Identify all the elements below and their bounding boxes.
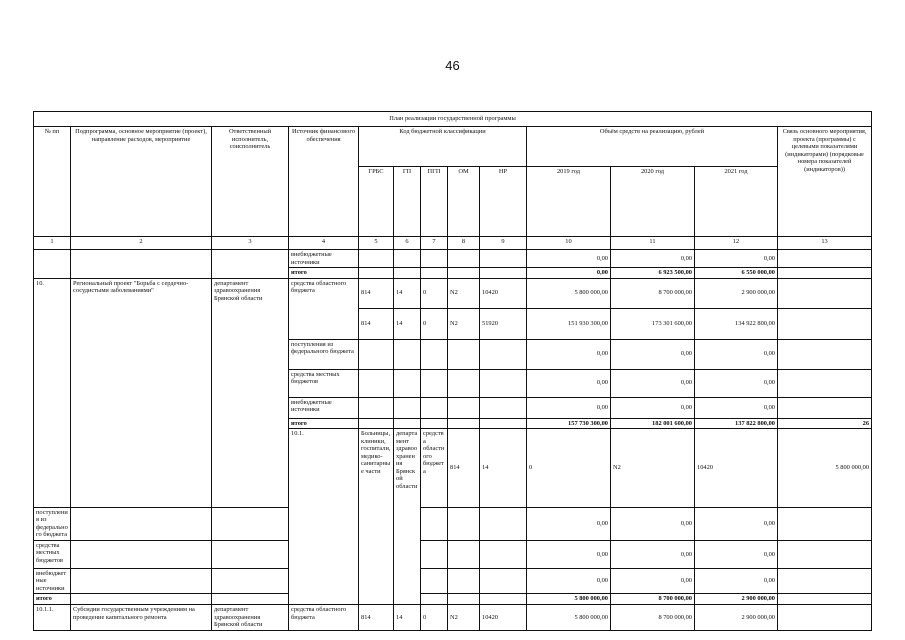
header-executor: Ответственный исполнитель, соисполнитель [212, 127, 289, 237]
value-2021: 2 900 000,00 [695, 278, 778, 308]
col-number: 10 [527, 237, 611, 250]
col-number: 8 [448, 237, 480, 250]
source-cell: средства местных бюджетов [34, 540, 71, 568]
value-2019: 151 930 300,00 [527, 308, 611, 339]
value-2021: 134 922 800,00 [695, 308, 778, 339]
col-number: 11 [611, 237, 695, 250]
program-plan-table [33, 111, 872, 631]
row-executor: департамент здравоохранения Брянской области [212, 278, 289, 507]
value-2020: 0,00 [611, 397, 695, 418]
value-2021: 0,00 [695, 540, 778, 568]
source-cell: поступления из федерального бюджета [34, 507, 71, 540]
page-number: 46 [445, 58, 460, 73]
code-grbs: 814 [448, 429, 480, 507]
source-cell: средства местных бюджетов [289, 369, 359, 397]
header-volume: Объём средств на реализацию, рублей [527, 127, 778, 167]
value-2021: 0,00 [695, 507, 778, 540]
value-2021: 0,00 [695, 369, 778, 397]
source-cell: итого [289, 268, 359, 279]
total-2020: 8 700 000,00 [611, 594, 695, 605]
value-2021: 2 900 000,00 [695, 605, 778, 631]
total-2019: 0,00 [527, 268, 611, 279]
header-link: Связь основного мероприятия, проекта (программы) с целевыми показателями (индикаторами) (порядковые номера показателей (индикаторов)) [778, 127, 872, 237]
indicator-link: 26 [778, 418, 872, 429]
header-om: ОМ [448, 167, 480, 237]
header-program: Подпрограмма, основное мероприятие (проект), направление расходов, мероприятие [71, 127, 212, 237]
code-np: 10420 [480, 605, 527, 631]
col-number: 1 [34, 237, 71, 250]
header-budget-code: Код бюджетной классификации [359, 127, 527, 167]
value-2019: 0,00 [527, 568, 611, 594]
code-np: 51920 [480, 308, 527, 339]
value-2020: 0,00 [611, 568, 695, 594]
code-om: N2 [448, 605, 480, 631]
code-np: 10420 [480, 278, 527, 308]
header-np: НР [480, 167, 527, 237]
code-gp: 14 [394, 308, 421, 339]
code-pgp: 0 [421, 278, 448, 308]
value-2020: 173 301 600,00 [611, 308, 695, 339]
value-2020: 8 700 000,00 [611, 278, 695, 308]
source-cell: внебюджетные источники [34, 568, 71, 594]
value-2019: 0,00 [527, 397, 611, 418]
col-number: 9 [480, 237, 527, 250]
header-num: № пп [34, 127, 71, 237]
value-2019: 0,00 [527, 369, 611, 397]
header-2019: 2019 год [527, 167, 611, 237]
value-2019: 5 800 000,00 [778, 429, 872, 507]
row-name: Больницы, клиники, госпитали, медико-санитарные части [359, 429, 394, 605]
col-number: 6 [394, 237, 421, 250]
col-number: 13 [778, 237, 872, 250]
row-number: 10.1.1. [34, 605, 71, 631]
value-2019: 0,00 [527, 339, 611, 369]
col-number: 7 [421, 237, 448, 250]
value-2020: 0,00 [611, 507, 695, 540]
value-2020: 0,00 [611, 250, 695, 268]
code-gp: 14 [394, 605, 421, 631]
source-cell: средства областного бюджета [421, 429, 448, 507]
col-number: 3 [212, 237, 289, 250]
total-2020: 182 001 600,00 [611, 418, 695, 429]
source-cell: итого [289, 418, 359, 429]
col-number: 12 [695, 237, 778, 250]
value-2019: 0,00 [527, 507, 611, 540]
source-cell: средства областного бюджета [289, 278, 359, 339]
row-number: 10. [34, 278, 71, 507]
value-2019: 0,00 [527, 540, 611, 568]
code-gp: 14 [394, 278, 421, 308]
source-cell: внебюджетные источники [289, 397, 359, 418]
table-title: План реализации государственной программы [34, 112, 872, 127]
code-pgp: 0 [421, 605, 448, 631]
code-pgp: 0 [527, 429, 611, 507]
row-name: Региональный проект "Борьба с сердечно-сосудистыми заболеваниями" [71, 278, 212, 507]
code-grbs: 814 [359, 605, 394, 631]
header-grbs: ГРБС [359, 167, 394, 237]
header-pgp: ПГП [421, 167, 448, 237]
code-om: N2 [448, 308, 480, 339]
col-number: 2 [71, 237, 212, 250]
row-name: Субсидии государственным учреждениям на проведение капитального ремонта [71, 605, 212, 631]
value-2020: 0,00 [611, 339, 695, 369]
code-gp: 14 [480, 429, 527, 507]
row-number: 10.1. [289, 429, 359, 605]
total-2021: 6 550 000,00 [695, 268, 778, 279]
value-2021: 0,00 [695, 397, 778, 418]
header-source: Источник финансового обеспечения [289, 127, 359, 237]
total-2019: 5 800 000,00 [527, 594, 611, 605]
total-2021: 137 822 800,00 [695, 418, 778, 429]
value-2021: 0,00 [695, 250, 778, 268]
code-np: 10420 [695, 429, 778, 507]
source-cell: поступления из федерального бюджета [289, 339, 359, 369]
header-gp: ГП [394, 167, 421, 237]
source-cell: внебюджетные источники [289, 250, 359, 268]
code-grbs: 814 [359, 308, 394, 339]
value-2019: 5 800 000,00 [527, 605, 611, 631]
source-cell: итого [34, 594, 71, 605]
value-2020: 0,00 [611, 369, 695, 397]
code-grbs: 814 [359, 278, 394, 308]
total-2020: 6 923 500,00 [611, 268, 695, 279]
value-2021: 0,00 [695, 339, 778, 369]
col-number: 5 [359, 237, 394, 250]
header-2021: 2021 год [695, 167, 778, 237]
row-executor: департамент здравоохранения Брянской области [394, 429, 421, 605]
value-2021: 0,00 [695, 568, 778, 594]
value-2020: 0,00 [611, 540, 695, 568]
header-2020: 2020 год [611, 167, 695, 237]
total-2019: 157 730 300,00 [527, 418, 611, 429]
row-executor: департамент здравоохранения Брянской области [212, 605, 289, 631]
value-2019: 5 800 000,00 [527, 278, 611, 308]
value-2019: 0,00 [527, 250, 611, 268]
code-om: N2 [611, 429, 695, 507]
source-cell: средства областного бюджета [289, 605, 359, 631]
code-om: N2 [448, 278, 480, 308]
code-pgp: 0 [421, 308, 448, 339]
value-2020: 8 700 000,00 [611, 605, 695, 631]
col-number: 4 [289, 237, 359, 250]
total-2021: 2 900 000,00 [695, 594, 778, 605]
